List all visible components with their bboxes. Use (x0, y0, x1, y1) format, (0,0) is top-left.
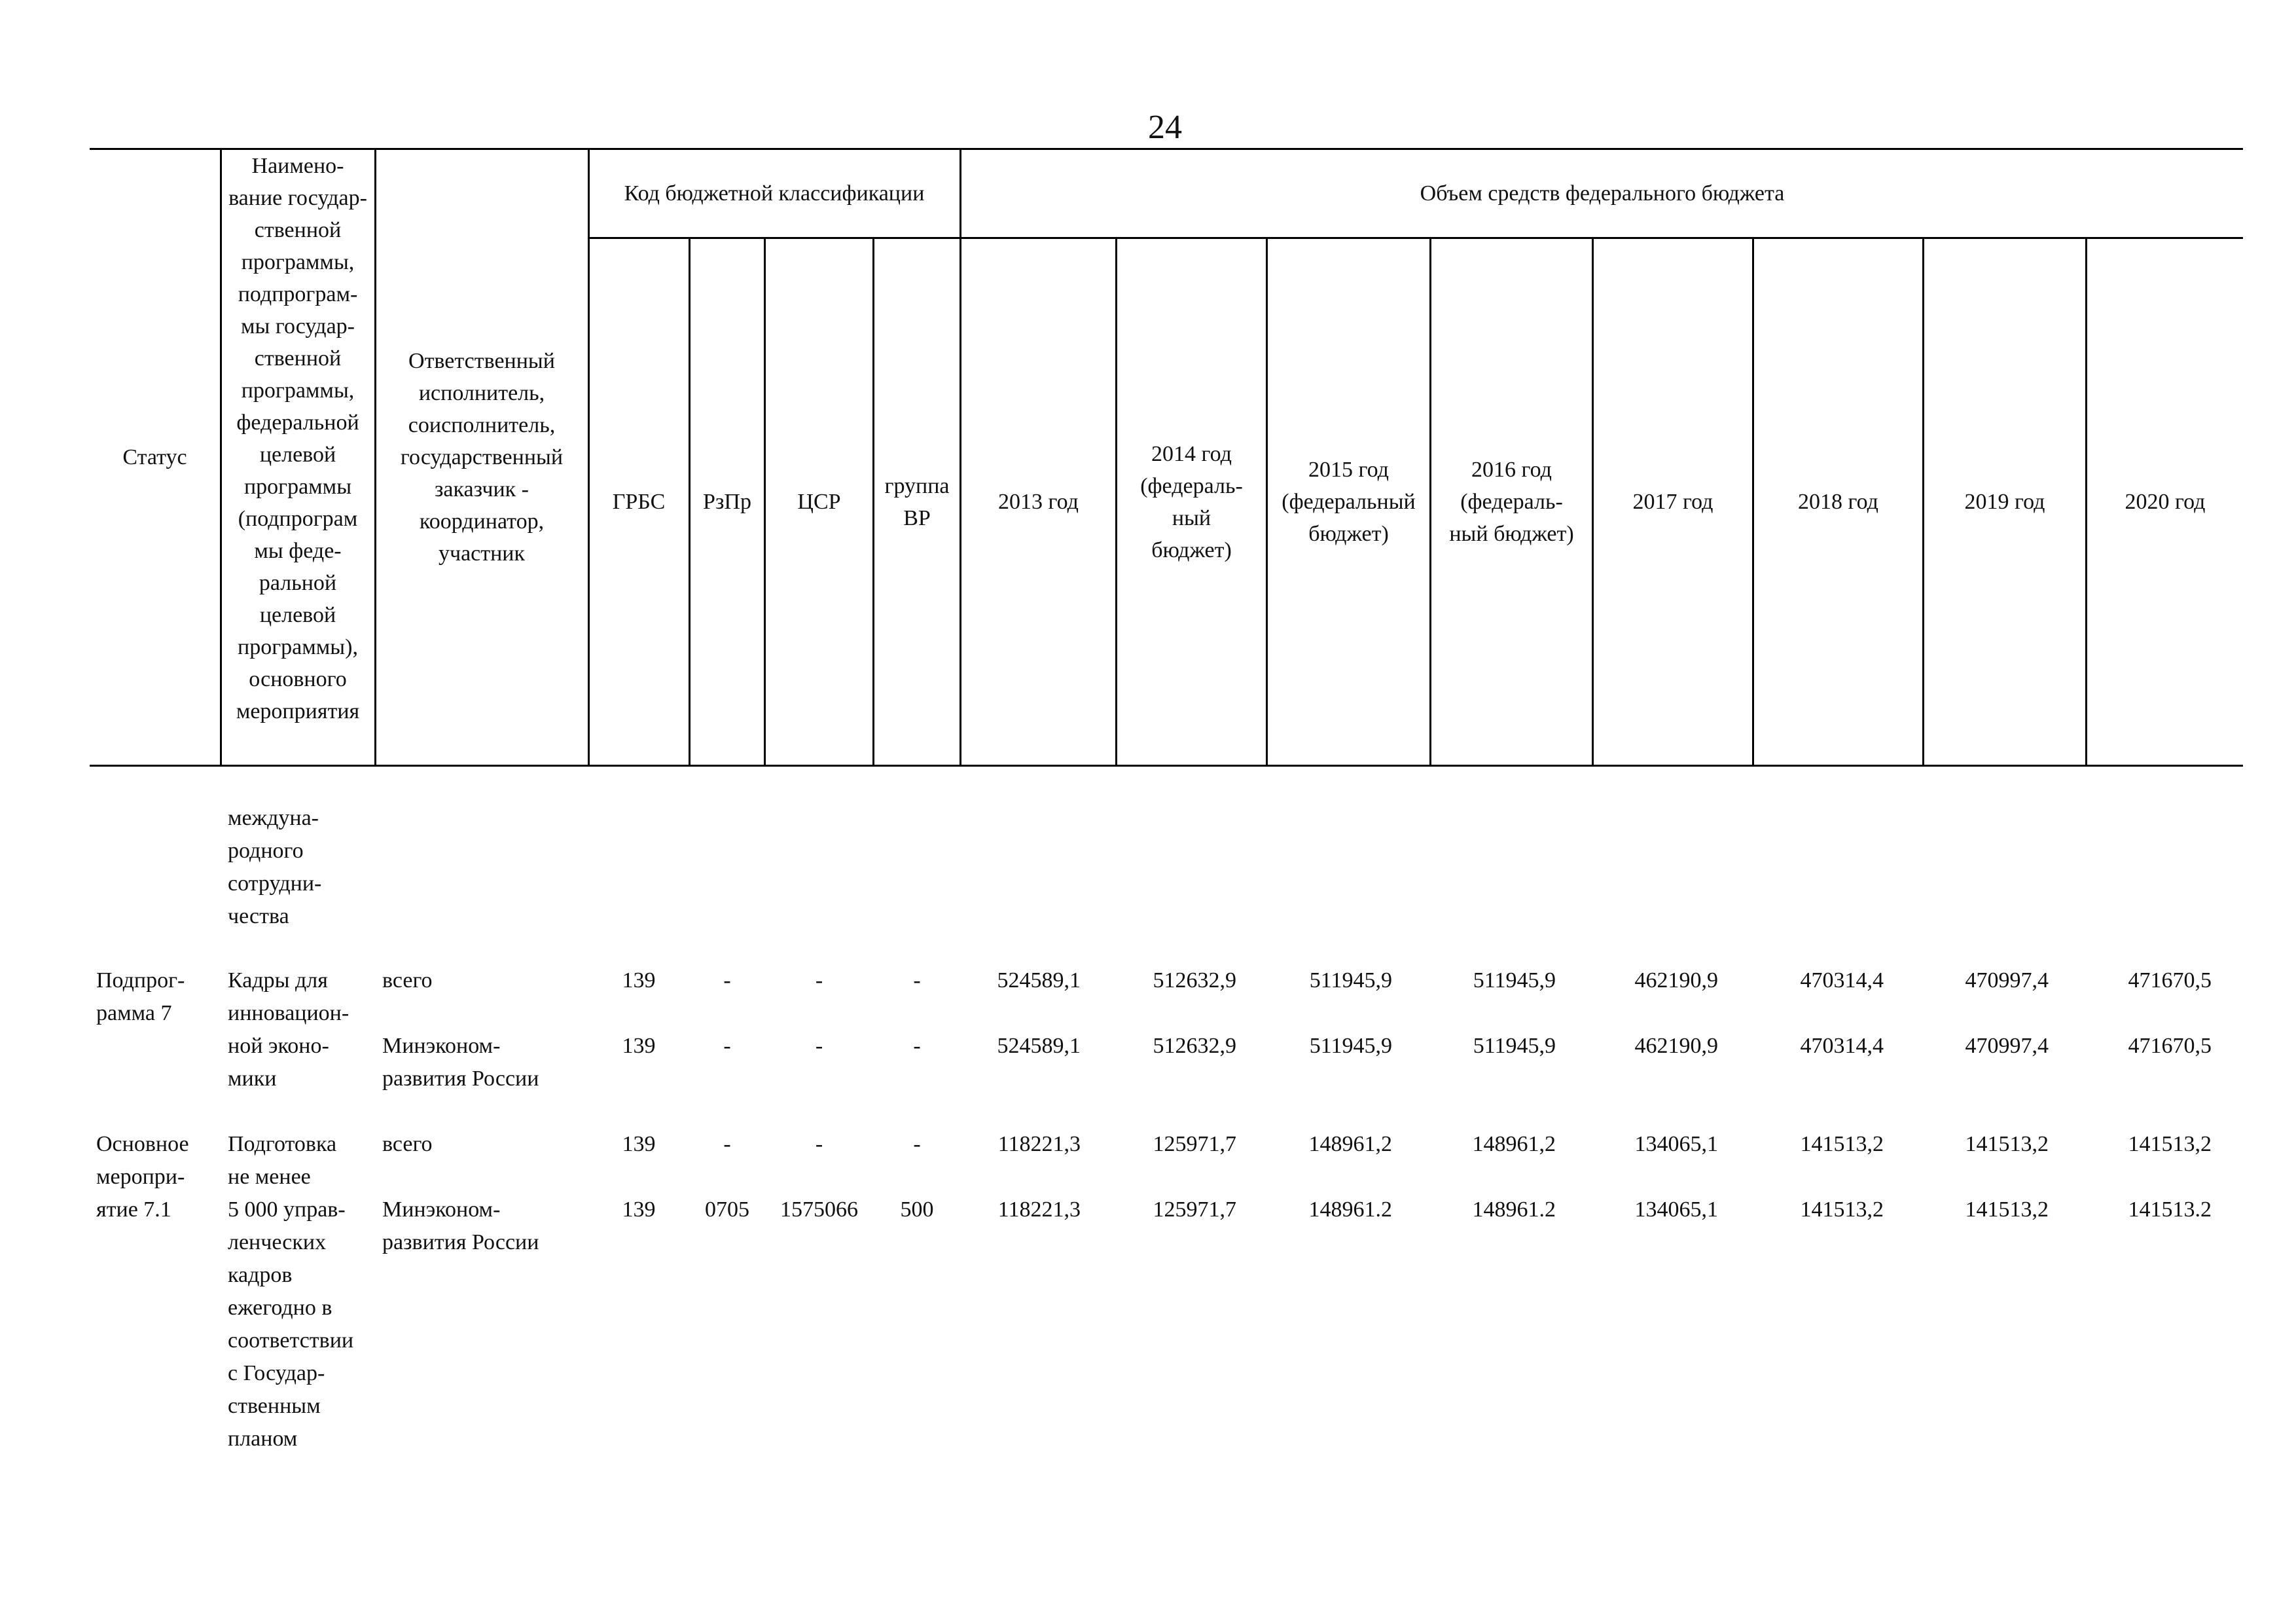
value-2015: 511945,9 (1309, 1034, 1392, 1058)
value-2020: 471670,5 (2128, 1034, 2212, 1058)
value-2020: 471670,5 (2128, 968, 2212, 993)
name-cell: с Государ- (228, 1361, 325, 1385)
value-2018: 141513,2 (1800, 1197, 1884, 1222)
header-year-2016: 2016 год (федераль- ный бюджет) (1449, 458, 1574, 546)
status-cell: меропри- (96, 1165, 185, 1189)
col-divider (374, 148, 376, 767)
vr-cell: - (913, 1132, 921, 1156)
responsible-cell: всего (382, 968, 433, 993)
header-year-2020: 2020 год (2125, 490, 2206, 514)
header-responsible: Ответственный исполнитель, соисполнитель, государственный заказчик - координатор, участник (400, 349, 564, 566)
header-federal-budget-group: Объем средств федерального бюджета (1420, 181, 1785, 206)
rzpr-cell: 0705 (705, 1197, 749, 1222)
value-2015: 148961,2 (1308, 1132, 1392, 1156)
vr-cell: 500 (900, 1197, 934, 1222)
value-2019: 470997,4 (1965, 968, 2049, 993)
value-2018: 470314,4 (1800, 1034, 1884, 1058)
value-2013: 524589,1 (997, 968, 1081, 993)
value-2017: 134065,1 (1634, 1132, 1718, 1156)
grbs-cell: 139 (622, 968, 656, 993)
header-year-2017: 2017 год (1632, 490, 1713, 514)
header-vr: группа ВР (884, 473, 950, 530)
col-divider (220, 148, 222, 767)
header-year-2018: 2018 год (1798, 490, 1878, 514)
vr-cell: - (913, 1034, 921, 1058)
value-2019: 141513,2 (1965, 1132, 2049, 1156)
continuation-line: родного (228, 839, 304, 863)
value-2014: 512632,9 (1153, 1034, 1236, 1058)
csr-cell: 1575066 (780, 1197, 858, 1222)
responsible-cell: развития России (382, 1067, 539, 1091)
header-csr: ЦСР (797, 490, 841, 514)
status-cell: Подпрог- (96, 968, 185, 993)
csr-cell: - (815, 1034, 823, 1058)
csr-cell: - (815, 1132, 823, 1156)
continuation-line: сотрудни- (228, 871, 322, 896)
rzpr-cell: - (723, 1132, 731, 1156)
value-2013: 524589,1 (997, 1034, 1081, 1058)
name-cell: ной эконо- (228, 1034, 329, 1058)
value-2013: 118221,3 (997, 1132, 1081, 1156)
status-cell: рамма 7 (96, 1001, 172, 1025)
value-2017: 462190,9 (1634, 968, 1718, 993)
header-year-2015: 2015 год (федеральный бюджет) (1282, 458, 1416, 546)
header-name: Наимено- вание государ- ственной программы, подпрограм- мы государ- ственной программы, федеральной целевой программы (подпрограм мы феде- ральной целевой программы), основного мероприятия (228, 154, 367, 723)
value-2017: 462190,9 (1634, 1034, 1718, 1058)
value-2020: 141513,2 (2128, 1132, 2212, 1156)
value-2018: 141513,2 (1800, 1132, 1884, 1156)
responsible-cell: всего (382, 1132, 433, 1156)
value-2013: 118221,3 (997, 1197, 1081, 1222)
header-year-2014: 2014 год (федераль- ный бюджет) (1140, 441, 1243, 562)
rzpr-cell: - (723, 1034, 731, 1058)
header-year-2013: 2013 год (998, 490, 1079, 514)
responsible-cell: развития России (382, 1230, 539, 1254)
value-2016: 511945,9 (1473, 968, 1556, 993)
value-2015: 511945,9 (1309, 968, 1392, 993)
value-2020: 141513.2 (2128, 1197, 2212, 1222)
name-cell: 5 000 управ- (228, 1197, 346, 1222)
responsible-cell: Минэконом- (382, 1197, 501, 1222)
continuation-line: чества (228, 904, 289, 928)
grbs-cell: 139 (622, 1132, 656, 1156)
name-cell: планом (228, 1427, 298, 1451)
name-cell: Кадры для (228, 968, 328, 993)
continuation-line: междуна- (228, 806, 319, 830)
header-status: Статус (122, 445, 187, 469)
vr-cell: - (913, 968, 921, 993)
value-2014: 125971,7 (1153, 1197, 1236, 1222)
name-cell: мики (228, 1067, 277, 1091)
header-rzpr: РзПр (703, 490, 751, 514)
value-2015: 148961.2 (1308, 1197, 1392, 1222)
status-cell: ятие 7.1 (96, 1197, 171, 1222)
value-2014: 512632,9 (1153, 968, 1236, 993)
value-2016: 148961.2 (1472, 1197, 1556, 1222)
csr-cell: - (815, 968, 823, 993)
header-bottom-rule (90, 765, 2243, 767)
value-2019: 141513,2 (1965, 1197, 2049, 1222)
name-cell: инновацион- (228, 1001, 350, 1025)
value-2014: 125971,7 (1153, 1132, 1236, 1156)
value-2019: 470997,4 (1965, 1034, 2049, 1058)
value-2016: 148961,2 (1472, 1132, 1556, 1156)
name-cell: кадров (228, 1263, 293, 1287)
status-cell: Основное (96, 1132, 189, 1156)
header-year-2019: 2019 год (1964, 490, 2045, 514)
responsible-cell: Минэконом- (382, 1034, 501, 1058)
name-cell: ленческих (228, 1230, 327, 1254)
header-grbs: ГРБС (612, 490, 666, 514)
value-2018: 470314,4 (1800, 968, 1884, 993)
name-cell: ежегодно в (228, 1296, 332, 1320)
value-2016: 511945,9 (1473, 1034, 1556, 1058)
value-2017: 134065,1 (1634, 1197, 1718, 1222)
rzpr-cell: - (723, 968, 731, 993)
header-budget-code-group: Код бюджетной классификации (624, 181, 925, 206)
name-cell: Подготовка (228, 1132, 337, 1156)
name-cell: не менее (228, 1165, 311, 1189)
page-number: 24 (1148, 109, 1182, 146)
name-cell: ственным (228, 1394, 321, 1418)
name-cell: соответствии (228, 1328, 354, 1353)
grbs-cell: 139 (622, 1197, 656, 1222)
grbs-cell: 139 (622, 1034, 656, 1058)
